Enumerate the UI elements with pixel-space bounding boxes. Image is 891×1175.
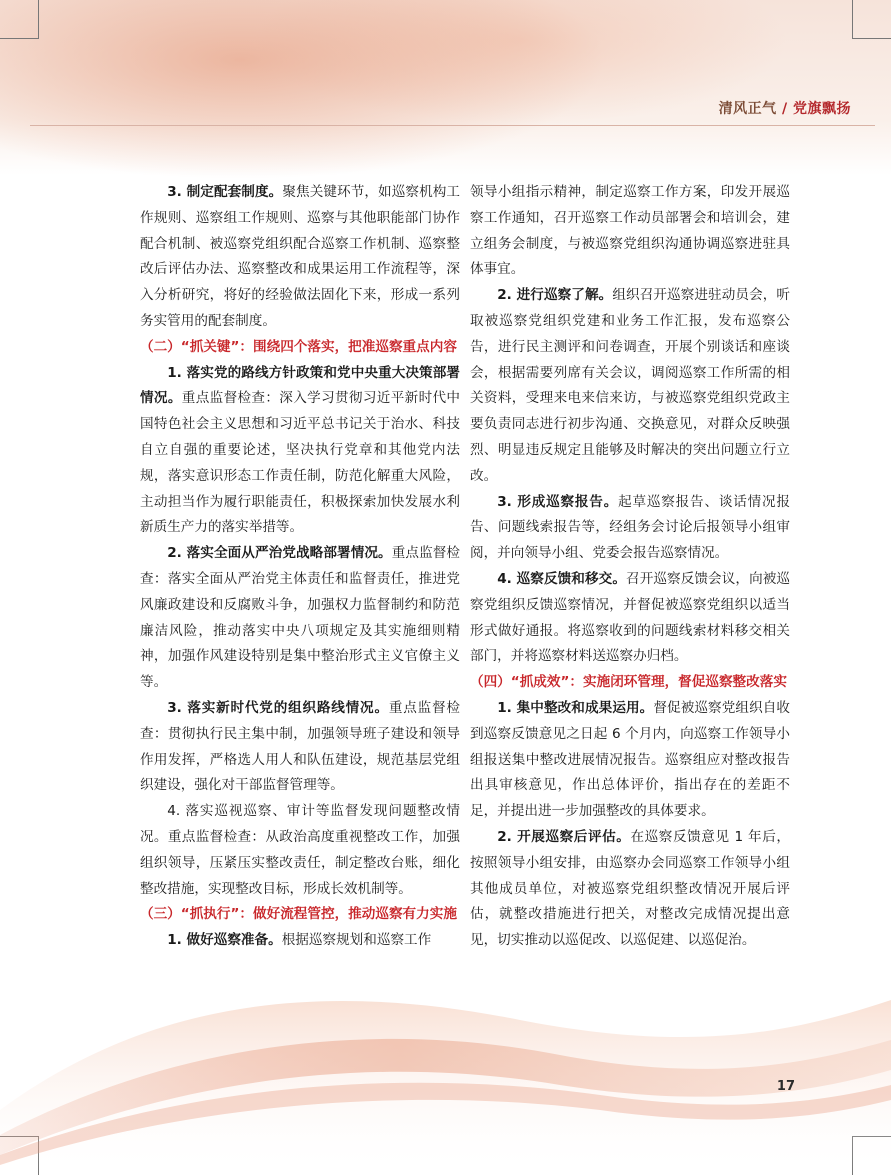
paragraph-lead: 1. 做好巡察准备。 [167, 932, 282, 949]
paragraph-lead: 1. 集中整改和成果运用。 [497, 699, 654, 716]
paragraph-lead: 4. 巡察反馈和移交。 [497, 570, 627, 587]
paragraph-text: 聚焦关键环节，如巡察机构工作规则、巡察组工作规则、巡察与其他职能部门协作配合机制、被巡察党组织配合巡察工作机制、巡察整改后评估办法、巡察整改和成果运用工作流程等，深入分析研究，将好的经验做法固化下来，形成一系列务实管用的配套制度。 [140, 184, 461, 329]
header-divider: / [782, 101, 788, 117]
section-heading: （二）“抓关键”：围绕四个落实，把准巡察重点内容 [140, 338, 457, 355]
paragraph-text: 组织召开巡察进驻动员会，听取被巡察党组织党建和业务工作汇报，发布巡察公告，进行民主测评和问卷调查，开展个别谈话和座谈会，根据需要列席有关会议，调阅巡察工作所需的相关资料，受理来电来信来访，与被巡察党组织党政主要负责同志进行初步沟通、交换意见，对群众反映强烈、明显违反规定且能够及时解决的突出问题立行立改。 [470, 287, 791, 484]
section-heading: （三）“抓执行”：做好流程管控，推动巡察有力实施 [140, 906, 457, 923]
paragraph [470, 490, 790, 567]
section-heading: （四）“抓成效”：实施闭环管理，督促巡察整改落实 [470, 674, 787, 691]
header-title: 党旗飘扬 [793, 101, 851, 117]
paragraph [140, 541, 460, 696]
running-header [719, 98, 851, 118]
paragraph-lead: 3. 形成巡察报告。 [497, 493, 619, 510]
paragraph [140, 928, 460, 954]
paragraph: 4. 落实巡视巡察、审计等监督发现问题整改情况。重点监督检查：从政治高度重视整改工作，加强组织领导，压紧压实整改责任，制定整改台账，细化整改措施，实现整改目标，形成长效机制等。 [140, 803, 460, 897]
paragraph-text: 起草巡察报告、谈话情况报告、问题线索报告等，经组务会讨论后报领导小组审阅，并向领导小组、党委会报告巡察情况。 [470, 493, 791, 562]
paragraph [140, 180, 460, 335]
paragraph-lead: 3. 制定配套制度。 [167, 184, 283, 200]
paragraph [470, 696, 790, 825]
paragraph-lead: 2. 开展巡察后评估。 [497, 828, 631, 845]
paragraph-text: 重点监督检查：深入学习贯彻习近平新时代中国特色社会主义思想和习近平总书记关于治水、科技自立自强的重要论述，坚决执行党章和其他党内法规，落实意识形态工作责任制，防范化解重大风险，主动担当作为履行职能责任，积极探索加快发展水利新质生产力的落实举措等。 [140, 390, 461, 536]
paragraph-lead: 2. 落实全面从严治党战略部署情况。 [167, 545, 392, 562]
decorative-wave [0, 960, 891, 1175]
header-section: 清风正气 [718, 101, 777, 117]
page-number: 17 [776, 1079, 795, 1094]
paragraph [470, 283, 790, 489]
paragraph-text: 在巡察反馈意见 1 年后，按照领导小组安排，由巡察办会同巡察工作领导小组其他成员单位，对被巡察党组织整改情况开展后评估，就整改措施进行把关，对整改完成情况提出意见，切实推动以巡促改、以巡促建、以巡促治。 [470, 828, 790, 949]
paragraph-text: 重点监督检查：贯彻执行民主集中制，加强领导班子建设和领导作用发挥，严格选人用人和队伍建设，规范基层党组织建设，强化对干部监督管理等。 [140, 699, 461, 794]
paragraph [470, 567, 790, 670]
paragraph [470, 825, 790, 954]
paragraph-lead: 1. 落实党的路线方针政策和党中央重大决策部署情况。 [140, 364, 460, 407]
paragraph [140, 361, 460, 542]
paragraph-text: 重点监督检查：落实全面从严治党主体责任和监督责任，推进党风廉政建设和反腐败斗争，加强权力监督制约和防范廉洁风险，推动落实中央八项规定及其实施细则精神，加强作风建设特别是集中整治形式主义官僚主义等。 [140, 545, 461, 691]
paragraph-lead: 2. 进行巡察了解。 [497, 287, 613, 304]
right-column [470, 180, 790, 954]
paragraph-text: 召开巡察反馈会议，向被巡察党组织反馈巡察情况，并督促被巡察党组织以适当形式做好通报。将巡察收到的问题线索材料移交相关部门，并将巡察材料送巡察办归档。 [470, 570, 791, 665]
paragraph-lead: 3. 落实新时代党的组织路线情况。 [167, 699, 389, 716]
left-column [140, 180, 460, 954]
header-rule [30, 125, 875, 126]
paragraph-text: 督促被巡察党组织自收到巡察反馈意见之日起 6 个月内，向巡察工作领导小组报送集中整改进展情况报告。巡察组应对整改报告出具审核意见，作出总体评价，指出存在的差距不足，并提出进一步加强整改的具体要求。 [470, 699, 791, 820]
paragraph-text: 根据巡察规划和巡察工作 [281, 932, 432, 949]
crop-mark-top-left [0, 0, 39, 39]
crop-mark-top-right [852, 0, 891, 39]
paragraph [140, 696, 460, 799]
paragraph: 领导小组指示精神，制定巡察工作方案，印发开展巡察工作通知，召开巡察工作动员部署会和培训会，建立组务会制度，与被巡察党组织沟通协调巡察进驻具体事宜。 [470, 184, 790, 278]
